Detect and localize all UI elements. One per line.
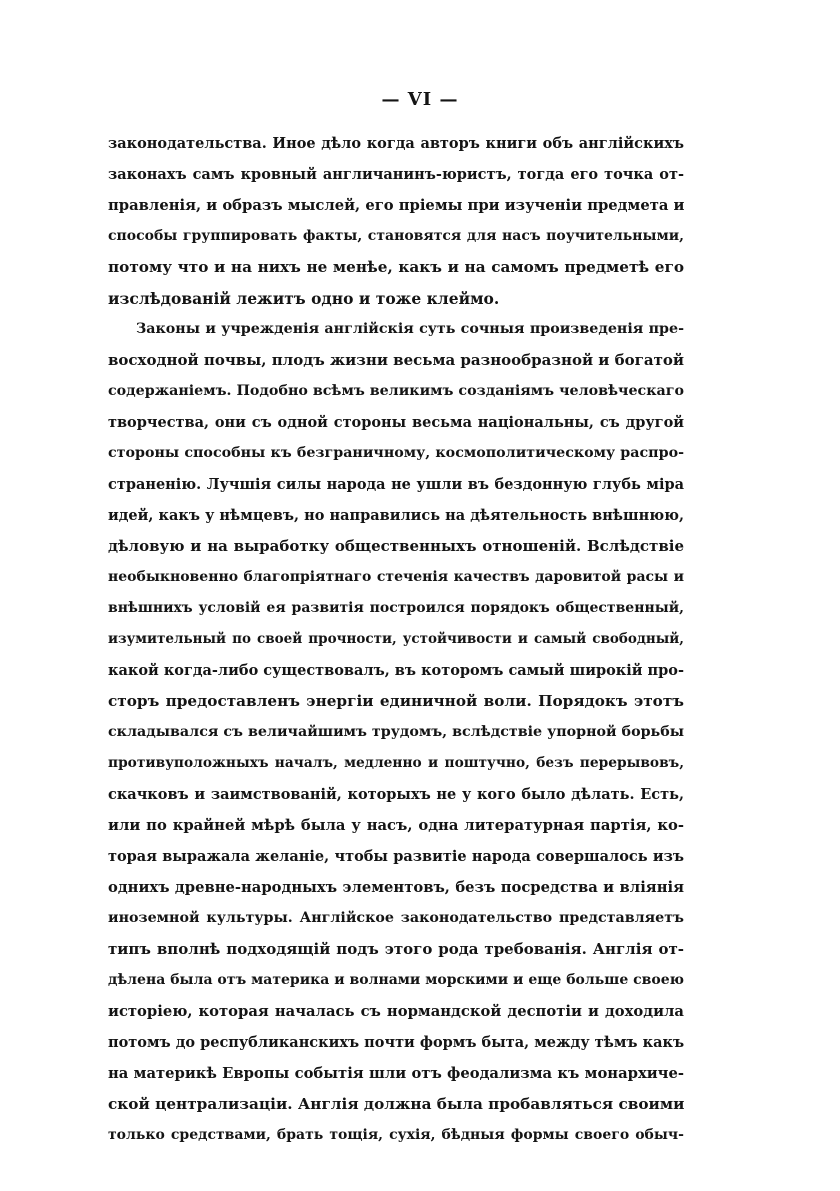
text-line: законодательства. Иное дѣло когда авторъ книги объ англійскихъ xyxy=(108,135,684,152)
paragraph xyxy=(108,314,684,1151)
text-line: скачковъ и заимствованій, которыхъ не у кого было дѣлать. Есть, xyxy=(108,786,684,803)
text-line: потомъ до республиканскихъ почти формъ быта, между тѣмъ какъ xyxy=(108,1034,684,1051)
text-line: стороны способны къ безграничному, космополитическому распро- xyxy=(108,445,684,461)
text-line: потому что и на нихъ не менѣе, какъ и на самомъ предметѣ его xyxy=(108,258,684,276)
text-line: восходной почвы, плодъ жизни весьма разнообразной и богатой xyxy=(108,351,684,369)
text-line: законахъ самъ кровный англичанинъ-юристъ, тогда его точка от- xyxy=(108,166,684,183)
text-line: изумительный по своей прочности, устойчивости и самый свободный, xyxy=(108,631,684,647)
page-number-header: — VI — xyxy=(381,89,459,110)
text-line: какой когда-либо существовалъ, въ которомъ самый широкій про- xyxy=(108,662,684,679)
text-line: противуположныхъ началъ, медленно и поштучно, безъ перерывовъ, xyxy=(108,755,684,771)
text-line: творчества, они съ одной стороны весьма національны, съ другой xyxy=(108,414,684,431)
text-line: однихъ древне-народныхъ элементовъ, безъ посредства и вліянія xyxy=(108,879,684,896)
text-line: идей, какъ у нѣмцевъ, но направились на дѣятельность внѣшнюю, xyxy=(108,507,684,524)
text-line: сторъ предоставленъ энергіи единичной воли. Порядокъ этотъ xyxy=(108,692,684,710)
text-line: содержаніемъ. Подобно всѣмъ великимъ созданіямъ человѣческаго xyxy=(108,383,684,399)
text-line: исторіею, которая началась съ нормандской деспотіи и доходила xyxy=(108,1003,684,1020)
text-line: или по крайней мѣрѣ была у насъ, одна литературная партія, ко- xyxy=(108,817,684,834)
text-line: складывался съ величайшимъ трудомъ, вслѣдствіе упорной борьбы xyxy=(108,724,684,740)
text-line: изслѣдованій лежитъ одно и тоже клеймо. xyxy=(108,289,500,308)
text-line: страненію. Лучшія силы народа не ушли въ бездонную глубь міра xyxy=(108,476,684,493)
text-line: дѣловую и на выработку общественныхъ отношеній. Вслѣдствіе xyxy=(108,537,684,555)
paragraph xyxy=(108,128,684,314)
text-line: способы группировать факты, становятся для насъ поучительными, xyxy=(108,228,684,244)
text-line: ской централизаціи. Англія должна была пробавляться своими xyxy=(108,1095,684,1113)
text-line: торая выражала желаніе, чтобы развитіе народа совершалось изъ xyxy=(108,848,684,865)
text-line: типъ вполнѣ подходящій подъ этого рода требованія. Англія от- xyxy=(108,940,684,958)
text-line: на материкѣ Европы событія шли отъ феодализма къ монархиче- xyxy=(108,1065,684,1082)
text-line: Законы и учрежденія англійскія суть сочныя произведенія пре- xyxy=(136,321,684,337)
text-line: только средствами, брать тощія, сухія, бѣдныя формы своего обыч- xyxy=(108,1127,684,1143)
body-text xyxy=(108,128,684,1151)
text-line: необыкновенно благопріятнаго стеченія качествъ даровитой расы и xyxy=(108,569,684,585)
text-line: дѣлена была отъ материка и волнами морскими и еще больше своею xyxy=(108,972,684,988)
text-line: иноземной культуры. Англійское законодательство представляетъ xyxy=(108,910,684,926)
text-line: внѣшнихъ условій ея развитія построился порядокъ общественный, xyxy=(108,600,684,616)
text-line: правленія, и образъ мыслей, его пріемы при изученіи предмета и xyxy=(108,197,684,214)
